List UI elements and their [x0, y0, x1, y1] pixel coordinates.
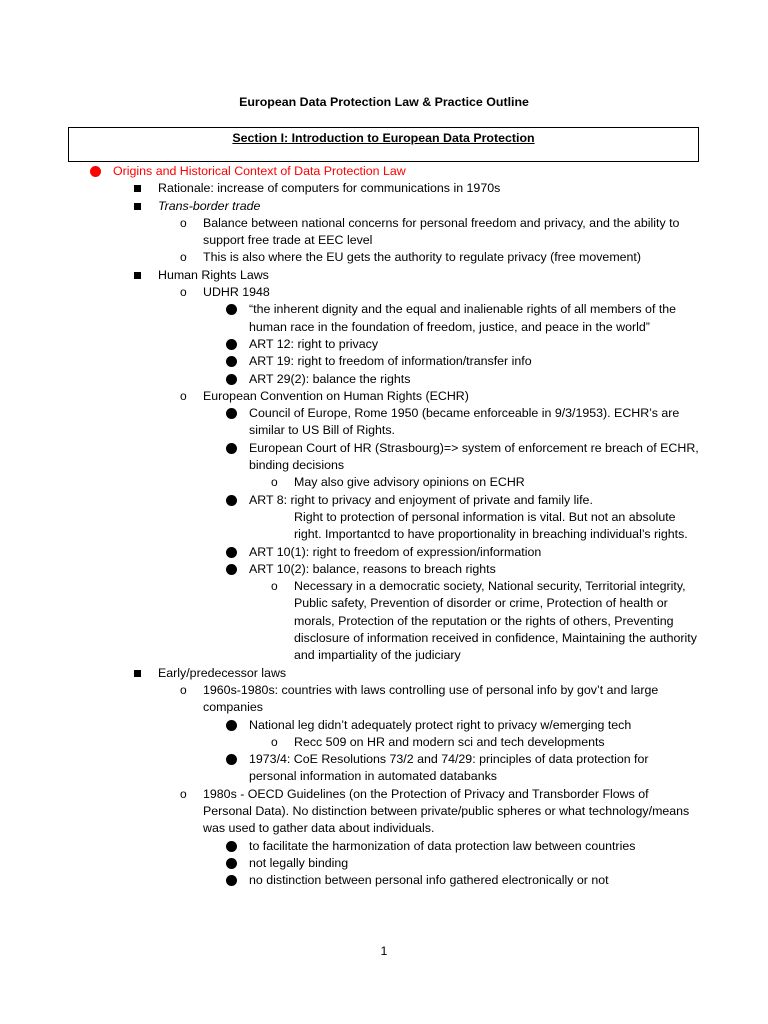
outline-item	[0, 561, 699, 578]
bullet-dot-icon	[226, 495, 237, 506]
outline-list	[0, 163, 768, 889]
outline-item-text: Human Rights Laws	[158, 267, 269, 282]
bullet-circle-icon: o	[271, 475, 278, 490]
bullet-dot-icon	[226, 443, 237, 454]
bullet-dot-icon	[226, 720, 237, 731]
bullet-marker	[226, 751, 237, 770]
bullet-square-icon	[134, 272, 141, 279]
bullet-circle-icon: o	[180, 786, 187, 801]
outline-item	[0, 284, 698, 301]
outline-item-text: National leg didn’t adequately protect right to privacy w/emerging tech	[249, 717, 632, 732]
document-title: European Data Protection Law & Practice Outline	[239, 95, 529, 109]
outline-item	[0, 578, 698, 664]
bullet-marker	[134, 267, 141, 285]
outline-item	[0, 751, 699, 786]
outline-item	[0, 267, 698, 284]
outline-item	[0, 301, 699, 336]
bullet-dot-icon	[226, 841, 237, 852]
bullet-circle-icon: o	[271, 579, 278, 594]
outline-item-text: This is also where the EU gets the authority to regulate privacy (free movement)	[203, 250, 641, 265]
outline-item	[0, 440, 699, 475]
bullet-circle-icon: o	[180, 250, 187, 265]
outline-item-text: Right to protection of personal information is vital. But not an absolute right. Importantcd to have proportionality in breaching individual’s rights.	[294, 509, 688, 542]
outline-item	[0, 198, 698, 215]
section-heading-box	[68, 127, 699, 162]
outline-item	[0, 371, 699, 388]
bullet-dot-icon	[226, 304, 237, 315]
bullet-dot-icon	[226, 356, 237, 367]
outline-item-text: ART 10(2): balance, reasons to breach rights	[249, 561, 496, 576]
outline-item	[0, 855, 699, 872]
outline-item	[0, 353, 699, 370]
outline-item	[0, 872, 699, 889]
bullet-dot-icon	[226, 339, 237, 350]
outline-item	[0, 665, 698, 682]
outline-item-text: Necessary in a democratic society, National security, Territorial integrity, Public safety, Prevention of disorder or crime, Protection of health or morals, Protection of the reputation or the rights of others, Preventing disclosure of information received in confidence, Maintaining the authority and impartiality of the judiciary	[294, 579, 697, 663]
bullet-dot-icon	[226, 754, 237, 765]
bullet-dot-icon	[226, 875, 237, 886]
outline-item	[0, 786, 698, 838]
outline-item-text: Council of Europe, Rome 1950 (became enforceable in 9/3/1953). ECHR’s are similar to US Bill of Rights.	[249, 406, 680, 438]
outline-item-text: UDHR 1948	[203, 285, 270, 300]
outline-item-text: 1973/4: CoE Resolutions 73/2 and 74/29: principles of data protection for personal information in automated databanks	[249, 752, 649, 784]
outline-item-text: Early/predecessor laws	[158, 665, 287, 680]
bullet-circle-icon: o	[180, 388, 187, 403]
outline-item	[0, 405, 699, 440]
outline-item-text: ART 19: right to freedom of information/transfer info	[249, 354, 532, 369]
outline-item-text: “the inherent dignity and the equal and inalienable rights of all members of the human race in the foundation of freedom, justice, and peace in the world”	[249, 302, 677, 334]
outline-item-text: 1960s-1980s: countries with laws controlling use of personal info by gov’t and large companies	[203, 682, 659, 715]
outline-item-text: ART 12: right to privacy	[249, 336, 379, 351]
bullet-marker	[226, 301, 237, 320]
section-heading: Section I: Introduction to European Data Protection	[232, 131, 535, 145]
bullet-circle-icon: o	[180, 682, 187, 697]
bullet-circle-icon: o	[180, 285, 187, 300]
outline-item	[0, 180, 698, 197]
outline-item-text: May also give advisory opinions on ECHR	[294, 475, 525, 490]
outline-item	[0, 388, 698, 405]
outline-item-text: Balance between national concerns for personal freedom and privacy, and the ability to support free trade at EEC level	[203, 215, 680, 248]
outline-item	[0, 682, 698, 717]
outline-item-text: European Court of HR (Strasbourg)=> system of enforcement re breach of ECHR, binding decisions	[249, 440, 699, 473]
outline-item-text: no distinction between personal info gathered electronically or not	[249, 873, 609, 888]
outline-item	[0, 163, 768, 180]
outline-item-text: European Convention on Human Rights (ECHR)	[203, 388, 469, 403]
outline-item-text: to facilitate the harmonization of data protection law between countries	[249, 838, 636, 853]
bullet-dot-icon	[90, 166, 101, 177]
outline-item	[0, 215, 698, 250]
bullet-marker	[134, 180, 141, 198]
bullet-dot-icon	[226, 547, 237, 558]
bullet-marker	[134, 665, 141, 683]
outline-item	[0, 544, 699, 561]
outline-item	[0, 838, 699, 855]
bullet-dot-icon	[226, 408, 237, 419]
bullet-dot-icon	[226, 564, 237, 575]
page-number: 1	[380, 944, 388, 958]
outline-item-text: Recc 509 on HR and modern sci and tech developments	[294, 734, 605, 749]
bullet-marker	[226, 872, 237, 891]
outline-item-text: Trans-border trade	[158, 198, 261, 213]
bullet-circle-icon: o	[271, 734, 278, 749]
bullet-dot-icon	[226, 374, 237, 385]
outline-item-text: ART 10(1): right to freedom of expression/information	[249, 544, 542, 559]
outline-item	[0, 492, 699, 509]
outline-item	[0, 474, 698, 491]
bullet-marker	[226, 405, 237, 424]
outline-item	[0, 734, 698, 751]
bullet-marker	[134, 198, 141, 216]
outline-item-text: ART 8: right to privacy and enjoyment of private and family life.	[249, 492, 593, 507]
bullet-marker	[226, 440, 237, 459]
bullet-dot-icon	[226, 858, 237, 869]
outline-item-text: ART 29(2): balance the rights	[249, 371, 411, 386]
bullet-square-icon	[134, 670, 141, 677]
outline-item-text: Rationale: increase of computers for communications in 1970s	[158, 181, 501, 196]
outline-item	[0, 717, 699, 734]
outline-item	[0, 249, 698, 266]
outline-item	[0, 336, 699, 353]
bullet-square-icon	[134, 185, 141, 192]
outline-item-text: 1980s - OECD Guidelines (on the Protection of Privacy and Transborder Flows of Personal Data). No distinction between private/public spheres or what technology/means was used to gather data about individuals.	[203, 786, 690, 836]
outline-item-text: not legally binding	[249, 855, 349, 870]
bullet-circle-icon: o	[180, 215, 187, 230]
bullet-square-icon	[134, 203, 141, 210]
outline-item-text: Origins and Historical Context of Data Protection Law	[113, 164, 406, 178]
outline-item	[0, 509, 698, 544]
